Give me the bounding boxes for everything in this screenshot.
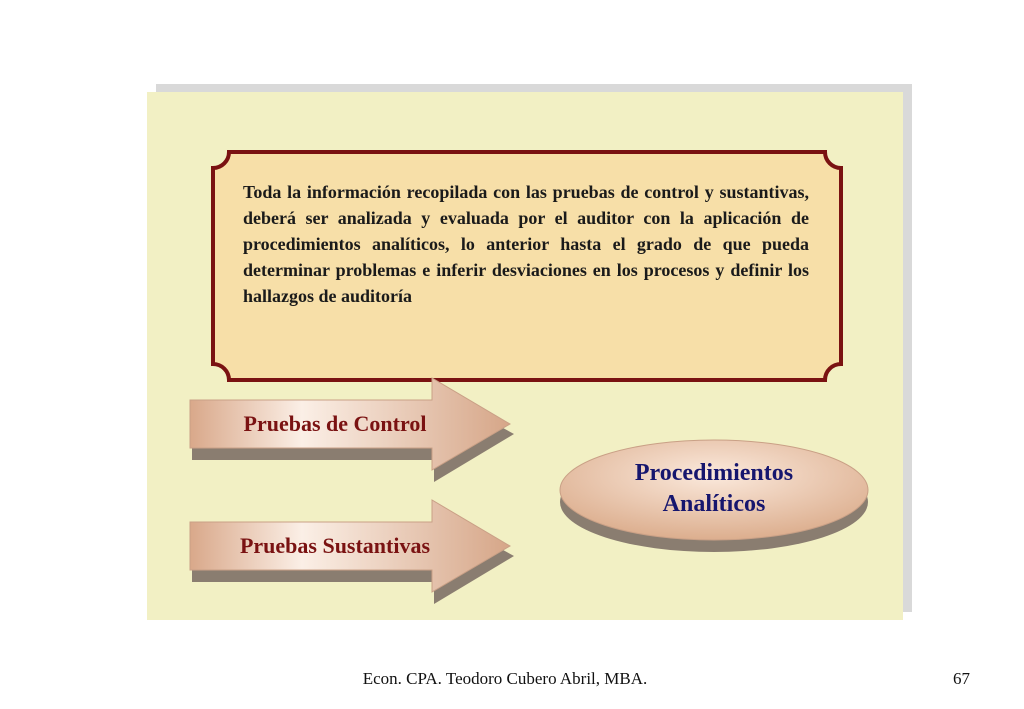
footer-author: Econ. CPA. Teodoro Cubero Abril, MBA. [362, 669, 648, 688]
procedimientos-label-line1: Procedimientos [634, 460, 794, 486]
arrow-label-pruebas-sustantivas: Pruebas Sustantivas [239, 533, 431, 558]
procedimientos-label-line2: Analíticos [662, 491, 766, 517]
note-text: Toda la información recopilada con las pruebas de control y sustantivas, deberá ser analizada y evaluada por el auditor con la aplicación de procedimientos analíticos, lo anterior hasta el grado de que pueda determinar problemas e inferir desviaciones en los procesos y definir los hallazgos de auditoría [243, 182, 809, 306]
page-number: 67 [953, 669, 970, 688]
arrow-label-pruebas-de-control: Pruebas de Control [243, 411, 427, 436]
procedimientos-label [560, 458, 868, 520]
